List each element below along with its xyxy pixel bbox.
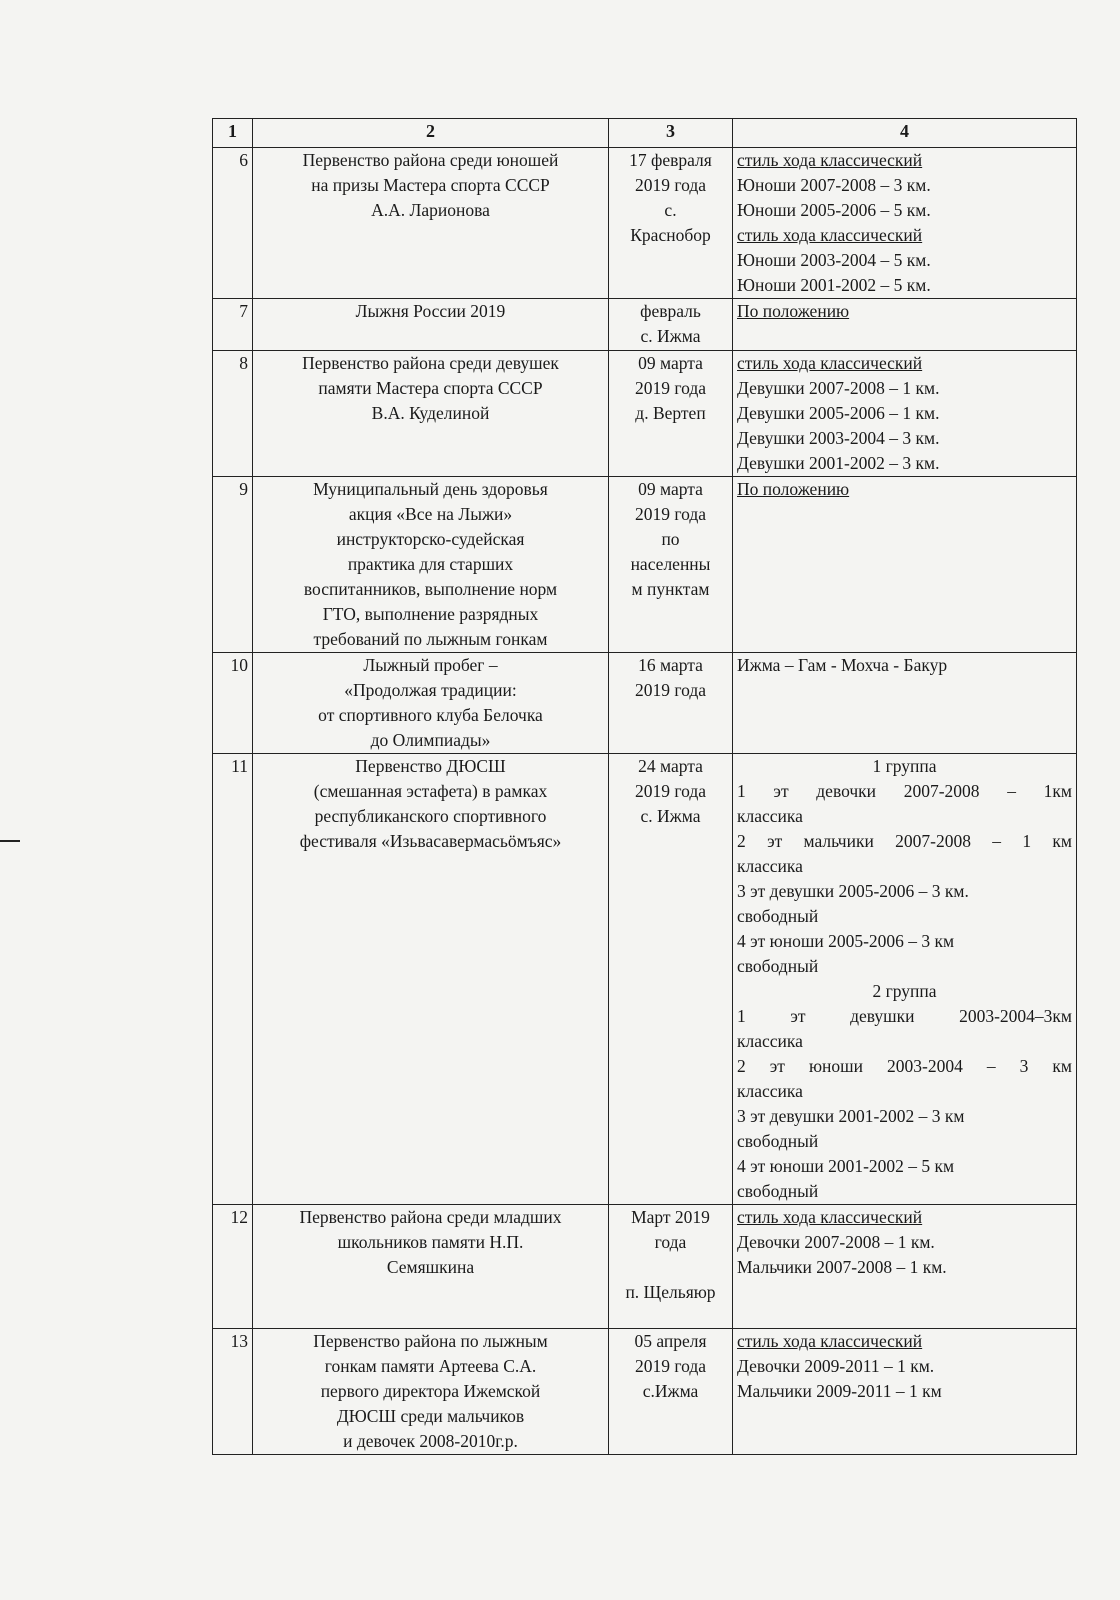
event-details-line: 1 группа [872,756,937,776]
event-date-line: 2019 года [634,378,707,398]
event-details-line: 2 эт мальчики 2007-2008 – 1 км [737,831,1072,851]
event-date-line: 2019 года [634,175,707,195]
event-date-line: февраль [640,301,701,321]
event-details-line: свободный [737,1131,819,1151]
event-details-cell [733,477,1077,653]
event-name-line: (смешанная эстафета) в рамках [313,781,548,801]
table-row [213,1329,1077,1455]
row-number: 12 [213,1205,253,1329]
header-cell-3: 3 [609,119,733,148]
event-name-line: Первенство района среди юношей [302,150,559,170]
table-header-row [213,119,1077,148]
event-name-line: Лыжня России 2019 [355,301,506,321]
event-details-line: Юноши 2001-2002 – 5 км. [737,275,931,295]
event-date-line [613,1255,728,1280]
event-details-line: Девочки 2009-2011 – 1 км. [737,1356,935,1376]
event-date-line: с. Ижма [640,326,701,346]
event-details-line: свободный [737,906,819,926]
event-date-line: по [661,529,680,549]
event-name-line: памяти Мастера спорта СССР [318,378,543,398]
event-date-line: п. Щельяюр [625,1282,716,1302]
event-name-line: Первенство ДЮСШ [355,756,506,776]
event-date-place-cell [609,1205,733,1329]
event-date-line: 2019 года [634,781,707,801]
event-name-cell [253,1205,609,1329]
event-name-line: В.А. Куделиной [371,403,490,423]
event-details-line: стиль хода классический [737,1207,923,1227]
event-details-line: 1 эт девочки 2007-2008 – 1км [737,781,1072,801]
table-body [213,148,1077,1455]
header-cell-4: 4 [733,119,1077,148]
table-row [213,477,1077,653]
event-name-line: ДЮСШ среди мальчиков [336,1406,525,1426]
event-details-line: Ижма – Гам - Мохча - Бакур [737,655,948,675]
event-details-cell [733,653,1077,754]
event-name-line: «Продолжая традиции: [344,680,517,700]
event-date-line: с. Ижма [640,806,701,826]
table-row [213,299,1077,351]
event-details-line: Мальчики 2007-2008 – 1 км. [737,1257,947,1277]
event-date-place-cell [609,299,733,351]
event-date-place-cell [609,351,733,477]
event-name-line: республиканского спортивного [314,806,547,826]
row-number: 11 [213,754,253,1205]
event-details-line: 3 эт девушки 2005-2006 – 3 км. [737,881,969,901]
row-number: 9 [213,477,253,653]
event-details-line: классика [737,856,803,876]
event-details-line: Девушки 2003-2004 – 3 км. [737,428,940,448]
event-details-cell [733,299,1077,351]
header-cell-1: 1 [213,119,253,148]
event-date-line: 09 марта [638,353,703,373]
event-name-line: Первенство района среди девушек [302,353,559,373]
event-date-line: 2019 года [634,504,707,524]
event-name-line: Лыжный пробег – [363,655,498,675]
margin-mark [0,840,20,842]
event-name-cell [253,351,609,477]
event-details-line: Девушки 2001-2002 – 3 км. [737,453,940,473]
event-details-line: классика [737,1031,803,1051]
table-row [213,148,1077,299]
row-number: 6 [213,148,253,299]
event-details-line: По положению [737,301,850,321]
event-details-line: Девушки 2007-2008 – 1 км. [737,378,940,398]
table-row [213,1205,1077,1329]
event-date-line: с. [664,200,677,220]
event-details-line: стиль хода классический [737,1331,923,1351]
event-date-line: 2019 года [634,680,707,700]
event-details-line: 2 группа [872,981,937,1001]
event-details-cell [733,148,1077,299]
event-details-line: стиль хода классический [737,225,923,245]
event-details-line: стиль хода классический [737,150,923,170]
event-name-line: инструкторско-судейская [336,529,525,549]
event-date-place-cell [609,1329,733,1455]
event-name-line: школьников памяти Н.П. [337,1232,524,1252]
event-name-line: Семяшкина [386,1257,475,1277]
event-details-line: свободный [737,1181,819,1201]
event-name-line: первого директора Ижемской [320,1381,541,1401]
event-details-cell [733,351,1077,477]
row-number: 8 [213,351,253,477]
event-details-line: Юноши 2003-2004 – 5 км. [737,250,931,270]
event-details-cell [733,1205,1077,1329]
event-details-line: 4 эт юноши 2005-2006 – 3 км [737,931,955,951]
event-date-line: 24 марта [638,756,703,776]
event-date-place-cell [609,148,733,299]
event-date-line: 16 марта [638,655,703,675]
event-name-line: гонкам памяти Артеева С.А. [324,1356,537,1376]
event-name-line: А.А. Ларионова [371,200,490,220]
event-details-line: классика [737,806,803,826]
header-cell-2: 2 [253,119,609,148]
event-details-line: Юноши 2005-2006 – 5 км. [737,200,931,220]
table-row [213,351,1077,477]
event-name-cell [253,477,609,653]
event-date-line: 2019 года [634,1356,707,1376]
event-details-line: Девочки 2007-2008 – 1 км. [737,1232,935,1252]
event-date-line: м пунктам [631,579,710,599]
event-name-line: и девочек 2008-2010г.р. [343,1431,518,1451]
event-name-line: Первенство района по лыжным [313,1331,548,1351]
event-details-line: 2 эт юноши 2003-2004 – 3 км [737,1056,1072,1076]
event-date-line: с.Ижма [642,1381,699,1401]
event-name-line: ГТО, выполнение разрядных [322,604,539,624]
event-name-line: от спортивного клуба Белочка [318,705,543,725]
table-row [213,754,1077,1205]
event-date-place-cell [609,653,733,754]
event-details-line: 4 эт юноши 2001-2002 – 5 км [737,1156,955,1176]
schedule-table [212,118,1077,1455]
event-name-line: практика для старших [347,554,514,574]
event-name-line: Муниципальный день здоровья [313,479,548,499]
event-date-line: Март 2019 [631,1207,710,1227]
event-name-line: Первенство района среди младших [299,1207,562,1227]
event-details-cell [733,754,1077,1205]
event-date-line: 05 апреля [634,1331,707,1351]
event-date-line: населенны [630,554,711,574]
event-name-cell [253,1329,609,1455]
event-name-line: требований по лыжным гонкам [313,629,548,649]
event-details-cell [733,1329,1077,1455]
event-details-line: 1 эт девушки 2003-2004–3км [737,1006,1072,1026]
event-date-line: д. Вертеп [635,403,706,423]
row-number: 13 [213,1329,253,1455]
event-name-line: акция «Все на Лыжи» [348,504,513,524]
event-date-line: 09 марта [638,479,703,499]
event-details-line: 3 эт девушки 2001-2002 – 3 км [737,1106,965,1126]
event-date-line: года [654,1232,687,1252]
event-date-place-cell [609,477,733,653]
event-name-cell [253,653,609,754]
event-name-line: фестиваля «Изьвасавермасьӧмъяс» [299,831,562,851]
row-number: 7 [213,299,253,351]
row-number: 10 [213,653,253,754]
event-name-cell [253,754,609,1205]
event-name-line: до Олимпиады» [370,730,491,750]
table-row [213,653,1077,754]
event-date-place-cell [609,754,733,1205]
event-date-line: Краснобор [630,225,711,245]
event-name-line: на призы Мастера спорта СССР [311,175,550,195]
event-details-line: Девушки 2005-2006 – 1 км. [737,403,940,423]
event-name-cell [253,299,609,351]
event-details-line: По положению [737,479,850,499]
event-details-line: стиль хода классический [737,353,923,373]
event-details-line: классика [737,1081,803,1101]
event-date-line: 17 февраля [629,150,712,170]
event-name-line: воспитанников, выполнение норм [303,579,558,599]
event-details-line: Мальчики 2009-2011 – 1 км [737,1381,942,1401]
event-name-cell [253,148,609,299]
event-details-line: свободный [737,956,819,976]
event-details-line: Юноши 2007-2008 – 3 км. [737,175,931,195]
